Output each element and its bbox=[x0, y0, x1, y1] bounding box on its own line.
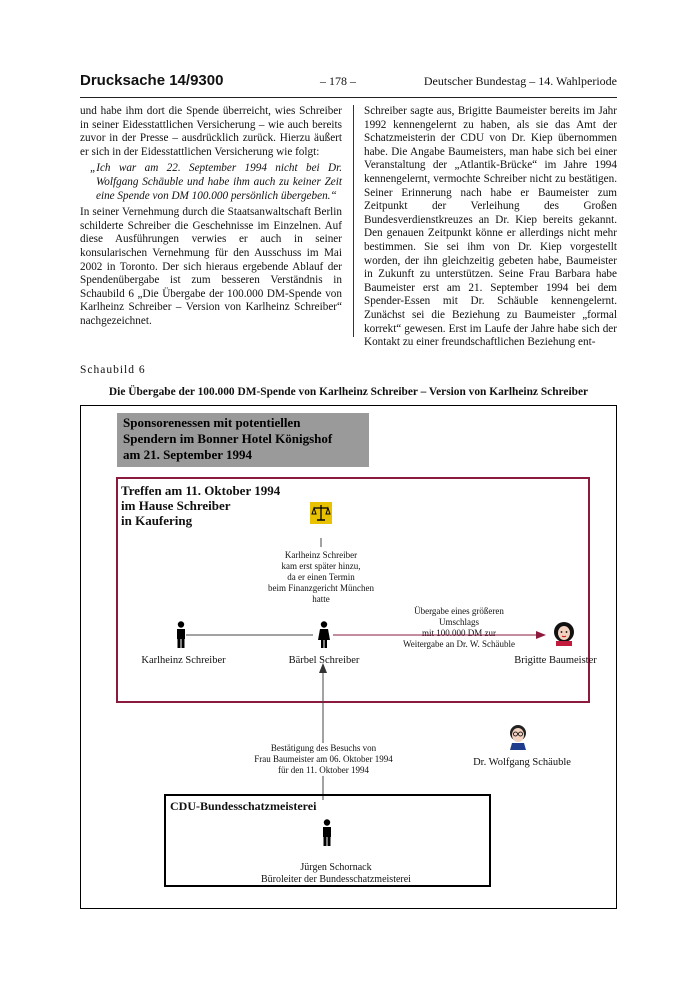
diagram-frame bbox=[80, 405, 617, 909]
arrowhead-to-brigitte bbox=[536, 631, 546, 639]
sponsor-dinner-line-3: am 21. September 1994 bbox=[123, 447, 253, 462]
figure-label: Schaubild 6 bbox=[80, 364, 146, 376]
meeting-line-1: Treffen am 11. Oktober 1994 bbox=[121, 483, 281, 498]
page-header bbox=[80, 72, 617, 92]
document-number: Drucksache 14/9300 bbox=[80, 72, 224, 89]
visit-note bbox=[241, 743, 406, 776]
visit-note-line-3: für den 11. Oktober 1994 bbox=[278, 765, 369, 775]
schaeuble-portrait-icon bbox=[506, 724, 530, 750]
karlheinz-note-line-3: da er einen Termin bbox=[287, 572, 355, 582]
column-divider bbox=[353, 105, 354, 337]
left-column bbox=[80, 105, 342, 329]
female-person-icon bbox=[317, 621, 331, 649]
schornack-label bbox=[236, 862, 436, 886]
visit-note-line-2: Frau Baumeister am 06. Oktober 1994 bbox=[254, 754, 393, 764]
visit-note-line-1: Bestätigung des Besuchs von bbox=[270, 743, 377, 753]
label-brigitte: Brigitte Baumeister bbox=[514, 655, 597, 666]
page-number: – 178 – bbox=[320, 74, 356, 88]
karlheinz-note-line-1: Karlheinz Schreiber bbox=[284, 550, 358, 560]
left-paragraph-1: und habe ihm dort die Spende überreicht, wies Schreiber in seiner Eidesstattlichen Versicherung – wie auch bereits zuvor in der Presse – ausdrücklich zurück. Hierzu äußert er sich in der Eidesstattlichen Versicherung wie folgt: bbox=[80, 105, 342, 158]
karlheinz-note-line-2: kam erst später hinzu, bbox=[281, 561, 361, 571]
transfer-note-line-3: mit 100.000 DM zur bbox=[422, 628, 496, 638]
sponsor-dinner-line-2: Spendern im Bonner Hotel Königshof bbox=[123, 431, 333, 446]
male-person-icon bbox=[175, 621, 187, 649]
meeting-line-3: in Kaufering bbox=[121, 513, 193, 528]
sponsor-dinner-line-1: Sponsorenessen mit potentiellen bbox=[123, 415, 301, 430]
transfer-note-line-1: Übergabe eines größeren bbox=[414, 606, 504, 616]
affidavit-quote: „Ich war am 22. September 1994 nicht bei Dr. Wolfgang Schäuble und habe ihm auch zu keiner Zeit eine Spende von DM 100.000 persönlich übergeben.“ bbox=[90, 162, 342, 202]
label-baerbel: Bärbel Schreiber bbox=[288, 655, 360, 666]
right-paragraph-1: Schreiber sagte aus, Brigitte Baumeister bereits im Jahr 1992 kennengelernt zu haben, als sie das Amt der Schatzmeisterin der CDU von Dr. Kiep übernommen habe. Die Angabe Baumeisters, man habe sich bei einer Veranstaltung der „Atlantik-Brücke“ im Jahre 1994 kennengelernt, vermochte Schreiber nicht zu bestätigen. Seiner Erinnerung nach habe er Baumeister zum Zeitpunkt der Verleihung des Großen Bundesverdienstkreuzes an Dr. Kiep bereits gekannt. Den genauen Zeitpunkt könne er allerdings nicht mehr bestimmen. Sie sei ihm von Dr. Kiep vorgestellt worden, der ihn gleichzeitig gebeten habe, Baumeister in Zukunft zu unterstützen. Seine Frau Barbara habe Baumeister erst am 21. September 1994 bei dem Spender-Essen mit Dr. Schäuble kennengelernt. Zunächst sei die Beziehung zu Baumeister „formal korrekt“ gewesen. Erst im Laufe der Jahre habe sich der Kontakt zu einer freundschaftlichen Beziehung ent- bbox=[364, 105, 617, 349]
schornack-name: Jürgen Schornack bbox=[300, 862, 372, 873]
label-karlheinz: Karlheinz Schreiber bbox=[141, 655, 226, 666]
karlheinz-note-line-4: beim Finanzgericht München bbox=[268, 583, 374, 593]
right-column bbox=[364, 105, 617, 350]
transfer-note-line-2: Umschlags bbox=[439, 617, 479, 627]
schornack-role: Büroleiter der Bundesschatzmeisterei bbox=[261, 874, 411, 885]
header-rule bbox=[80, 97, 617, 98]
figure-title: Die Übergabe der 100.000 DM-Spende von Karlheinz Schreiber – Version von Karlheinz Schreiber bbox=[108, 386, 589, 398]
publisher-period: Deutscher Bundestag – 14. Wahlperiode bbox=[423, 74, 617, 88]
karlheinz-note-line-5: hatte bbox=[312, 594, 330, 604]
left-paragraph-2: In seiner Vernehmung durch die Staatsanwaltschaft Berlin schilderte Schreiber die Geschehnisse im Einzelnen. Auf diese Ausführungen verwies er auch in seiner konsularischen Vernehmung für den Ausschuss im Mai 2002 in Toronto. Der sich hieraus ergebende Ablauf der Spendenübergabe ist zum besseren Verständnis in Schaubild 6 „Die Übergabe der 100.000 DM-Spende von Karlheinz Schreiber – Version von Karlheinz Schreiber“ nachgezeichnet. bbox=[80, 206, 342, 327]
meeting-line-2: im Hause Schreiber bbox=[121, 498, 231, 513]
label-schaeuble: Dr. Wolfgang Schäuble bbox=[473, 757, 571, 768]
cdu-treasury-title: CDU-Bundesschatzmeisterei bbox=[170, 799, 317, 813]
transfer-note-line-4: Weitergabe an Dr. W. Schäuble bbox=[402, 639, 516, 649]
brigitte-portrait-icon bbox=[553, 622, 575, 646]
